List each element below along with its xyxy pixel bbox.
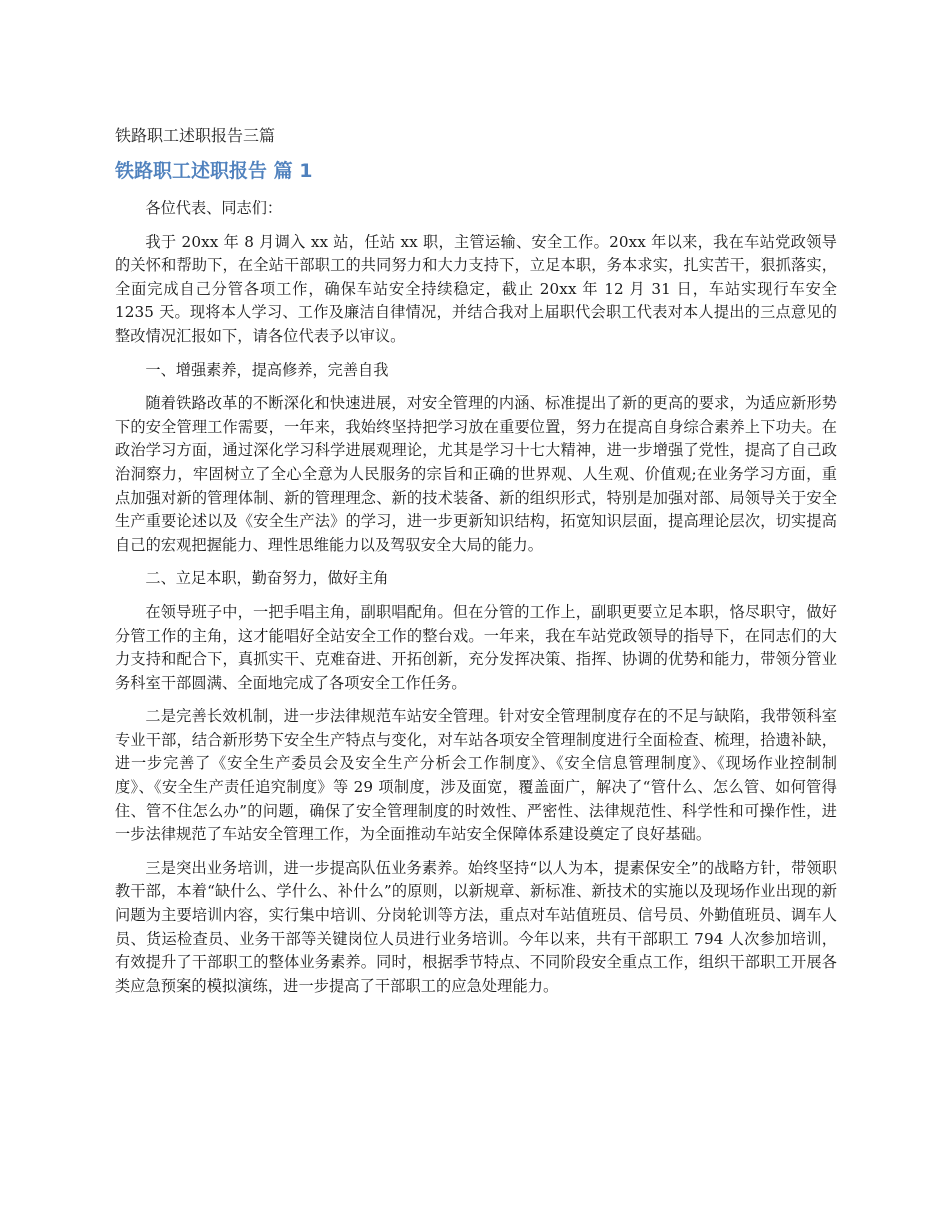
document-page	[115, 123, 837, 1008]
document-title: 铁路职工述职报告三篇	[115, 126, 276, 145]
section-1-paragraph: 随着铁路改革的不断深化和快速进展，对安全管理的内涵、标准提出了新的更高的要求，为适应新形势下的安全管理工作需要，一年来，我始终坚持把学习放在重要位置，努力在提高自身综合素养上下功夫。在政治学习方面，通过深化学习科学进展观理论，尤其是学习十七大精神，进一步增强了党性，提高了自己政治洞察力，牢固树立了全心全意为人民服务的宗旨和正确的世界观、人生观、价值观;在业务学习方面，重点加强对新的管理体制、新的管理理念、新的技术装备、新的组织形式，特别是加强对部、局领导关于安全生产重要论述以及《安全生产法》的学习，进一步更新知识结构，拓宽知识层面，提高理论层次，切实提高自己的宏观把握能力、理性思维能力以及驾驭安全大局的能力。	[115, 394, 837, 554]
point-three-paragraph: 三是突出业务培训，进一步提高队伍业务素养。始终坚持“以人为本，提素保安全”的战略方针，带领职教干部，本着“缺什么、学什么、补什么”的原则，以新规章、新标准、新技术的实施以及现场作业出现的新问题为主要培训内容，实行集中培训、分岗轮训等方法，重点对车站值班员、信号员、外勤值班员、调车人员、货运检查员、业务干部等关键岗位人员进行业务培训。今年以来，共有干部职工 794 人次参加培训，有效提升了干部职工的整体业务素养。同时，根据季节特点、不同阶段安全重点工作，组织干部职工开展各类应急预案的模拟演练，进一步提高了干部职工的应急处理能力。	[115, 858, 837, 995]
section-2-title: 二、立足本职，勤奋努力，做好主角	[145, 569, 389, 588]
section-heading: 铁路职工述职报告 篇 1	[115, 160, 313, 182]
section-1-title: 一、增强素养，提高修养，完善自我	[145, 360, 389, 379]
section-2-paragraph: 在领导班子中，一把手唱主角，副职唱配角。但在分管的工作上，副职更要立足本职，恪尽职守，做好分管工作的主角，这才能唱好全站安全工作的整台戏。一年来，我在车站党政领导的指导下，在同志们的大力支持和配合下，真抓实干、克难奋进、开拓创新，充分发挥决策、指挥、协调的优势和能力，带领分管业务科室干部圆满、全面地完成了各项安全工作任务。	[115, 602, 837, 692]
point-two-paragraph: 二是完善长效机制，进一步法律规范车站安全管理。针对安全管理制度存在的不足与缺陷，我带领科室专业干部，结合新形势下安全生产特点与变化，对车站各项安全管理制度进行全面检查、梳理，拾遗补缺，进一步完善了《安全生产委员会及安全生产分析会工作制度》、《安全信息管理制度》、《现场作业控制制度》、《安全生产责任追究制度》等 29 项制度，涉及面宽，覆盖面广，解决了“管什么、怎么管、如何管得住、管不住怎么办”的问题，确保了安全管理制度的时效性、严密性、法律规范性、科学性和可操作性，进一步法律规范了车站安全管理工作，为全面推动车站安全保障体系建设奠定了良好基础。	[115, 707, 837, 844]
greeting: 各位代表、同志们：	[145, 199, 283, 217]
intro-paragraph: 我于 20xx 年 8 月调入 xx 站，任站 xx 职，主管运输、安全工作。20xx 年以来，我在车站党政领导的关怀和帮助下，在全站干部职工的共同努力和大力支持下，立足本职，务本求实，扎实苦干，狠抓落实，全面完成自己分管各项工作，确保车站安全持续稳定，截止 20xx 年 12 月 31 日，车站实现行车安全 1235 天。现将本人学习、工作及廉洁自律情况，并结合我对上届职代会职工代表对本人提出的三点意见的整改情况汇报如下，请各位代表予以审议。	[115, 232, 837, 345]
